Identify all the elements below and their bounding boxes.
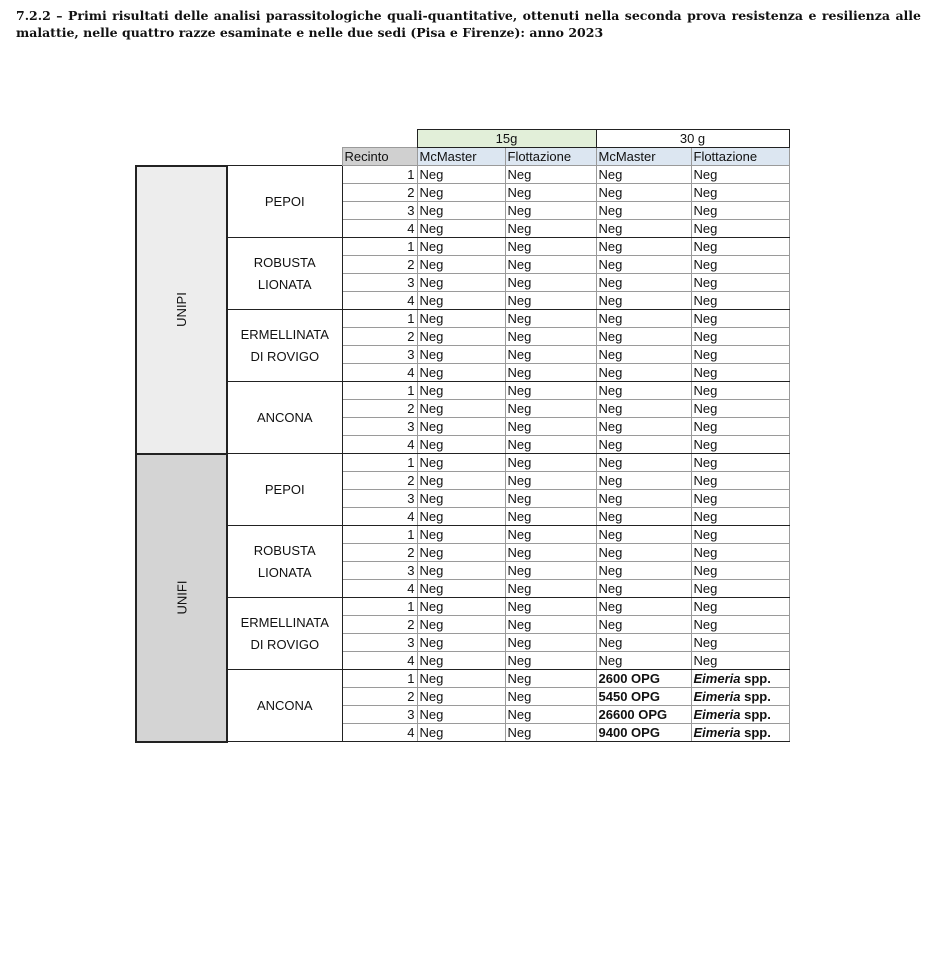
recinto-cell: 3 [342, 346, 417, 364]
recinto-cell: 3 [342, 202, 417, 220]
mcmaster-30g-cell: Neg [596, 562, 691, 580]
genus-name: Eimeria [693, 707, 741, 722]
flottazione-15g-cell: Neg [505, 364, 596, 382]
recinto-cell: 1 [342, 238, 417, 256]
recinto-cell: 4 [342, 436, 417, 454]
mcmaster-30g-cell: Neg [596, 508, 691, 526]
mcmaster-15g-cell: Neg [417, 490, 505, 508]
breed-label-line: ROBUSTA [253, 254, 316, 270]
flottazione-30g-cell: Neg [691, 436, 789, 454]
breed-label-line: ROBUSTA [253, 542, 316, 558]
flottazione-15g-cell: Neg [505, 562, 596, 580]
recinto-cell: 2 [342, 256, 417, 274]
flottazione-30g-cell [691, 688, 789, 706]
header-flottazione-30g: Flottazione [691, 148, 789, 166]
recinto-cell: 3 [342, 562, 417, 580]
mcmaster-30g-cell: Neg [596, 616, 691, 634]
mcmaster-30g-cell: Neg [596, 580, 691, 598]
flottazione-15g-cell: Neg [505, 472, 596, 490]
flottazione-30g-cell: Neg [691, 382, 789, 400]
mcmaster-15g-cell: Neg [417, 382, 505, 400]
flottazione-30g-cell [691, 670, 789, 688]
breed-label-line: PEPOI [264, 193, 305, 209]
flottazione-30g-cell: Neg [691, 220, 789, 238]
breed-label-cell [227, 670, 342, 742]
recinto-cell: 1 [342, 166, 417, 184]
mcmaster-30g-cell: 26600 OPG [596, 706, 691, 724]
mcmaster-30g-cell: Neg [596, 652, 691, 670]
table-row [136, 454, 789, 472]
recinto-cell: 4 [342, 220, 417, 238]
mcmaster-15g-cell: Neg [417, 526, 505, 544]
flottazione-15g-cell: Neg [505, 382, 596, 400]
mcmaster-30g-cell: Neg [596, 544, 691, 562]
breed-label-line: ANCONA [256, 697, 313, 713]
flottazione-30g-cell: Neg [691, 490, 789, 508]
flottazione-30g-cell: Neg [691, 274, 789, 292]
breed-label-line: PEPOI [264, 481, 305, 497]
breed-label-line: ERMELLINATA [240, 326, 329, 342]
mcmaster-30g-cell: Neg [596, 490, 691, 508]
genus-name: Eimeria [693, 725, 741, 740]
mcmaster-15g-cell: Neg [417, 616, 505, 634]
mcmaster-30g-cell: Neg [596, 436, 691, 454]
group-header-30g: 30 g [596, 130, 789, 148]
flottazione-30g-cell: Neg [691, 364, 789, 382]
site-label-cell [136, 454, 227, 742]
mcmaster-30g-cell: 2600 OPG [596, 670, 691, 688]
recinto-cell: 1 [342, 670, 417, 688]
flottazione-30g-cell: Neg [691, 454, 789, 472]
table-row [136, 310, 789, 328]
group-header-15g: 15g [417, 130, 596, 148]
mcmaster-15g-cell: Neg [417, 256, 505, 274]
recinto-cell: 2 [342, 328, 417, 346]
mcmaster-30g-cell: Neg [596, 292, 691, 310]
flottazione-15g-cell: Neg [505, 184, 596, 202]
mcmaster-15g-cell: Neg [417, 652, 505, 670]
recinto-cell: 4 [342, 292, 417, 310]
mcmaster-15g-cell: Neg [417, 706, 505, 724]
breed-label-cell [227, 454, 342, 526]
mcmaster-30g-cell: Neg [596, 472, 691, 490]
mcmaster-30g-cell: Neg [596, 400, 691, 418]
mcmaster-15g-cell: Neg [417, 328, 505, 346]
breed-label-cell [227, 598, 342, 670]
flottazione-30g-cell: Neg [691, 400, 789, 418]
breed-label-line: LIONATA [257, 276, 312, 292]
flottazione-30g-cell: Neg [691, 292, 789, 310]
mcmaster-15g-cell: Neg [417, 274, 505, 292]
mcmaster-30g-cell: 5450 OPG [596, 688, 691, 706]
header-mcmaster-30g: McMaster [596, 148, 691, 166]
flottazione-30g-cell: Neg [691, 652, 789, 670]
mcmaster-30g-cell: 9400 OPG [596, 724, 691, 742]
mcmaster-30g-cell: Neg [596, 598, 691, 616]
flottazione-30g-cell: Neg [691, 508, 789, 526]
header-flottazione-15g: Flottazione [505, 148, 596, 166]
mcmaster-15g-cell: Neg [417, 508, 505, 526]
table-row [136, 238, 789, 256]
flottazione-15g-cell: Neg [505, 490, 596, 508]
mcmaster-15g-cell: Neg [417, 634, 505, 652]
recinto-cell: 1 [342, 310, 417, 328]
flottazione-15g-cell: Neg [505, 598, 596, 616]
flottazione-15g-cell: Neg [505, 526, 596, 544]
flottazione-30g-cell: Neg [691, 598, 789, 616]
parasitology-results-table [135, 129, 790, 743]
flottazione-30g-cell: Neg [691, 544, 789, 562]
recinto-cell: 4 [342, 652, 417, 670]
flottazione-30g-cell [691, 706, 789, 724]
flottazione-30g-cell: Neg [691, 328, 789, 346]
species-suffix: spp. [740, 671, 771, 686]
header-mcmaster-15g: McMaster [417, 148, 505, 166]
breed-label-line: ANCONA [256, 409, 313, 425]
mcmaster-15g-cell: Neg [417, 238, 505, 256]
mcmaster-30g-cell: Neg [596, 526, 691, 544]
flottazione-15g-cell: Neg [505, 454, 596, 472]
flottazione-15g-cell: Neg [505, 508, 596, 526]
mcmaster-30g-cell: Neg [596, 454, 691, 472]
flottazione-15g-cell: Neg [505, 292, 596, 310]
flottazione-30g-cell: Neg [691, 256, 789, 274]
mcmaster-30g-cell: Neg [596, 418, 691, 436]
mcmaster-30g-cell: Neg [596, 364, 691, 382]
breed-label-line: DI ROVIGO [250, 348, 320, 364]
flottazione-15g-cell: Neg [505, 688, 596, 706]
mcmaster-15g-cell: Neg [417, 184, 505, 202]
recinto-cell: 4 [342, 508, 417, 526]
mcmaster-15g-cell: Neg [417, 580, 505, 598]
recinto-cell: 2 [342, 688, 417, 706]
table-row [136, 598, 789, 616]
table-row [136, 526, 789, 544]
flottazione-15g-cell: Neg [505, 436, 596, 454]
recinto-cell: 3 [342, 418, 417, 436]
flottazione-30g-cell [691, 724, 789, 742]
flottazione-15g-cell: Neg [505, 634, 596, 652]
mcmaster-30g-cell: Neg [596, 346, 691, 364]
mcmaster-30g-cell: Neg [596, 166, 691, 184]
breed-label-cell [227, 166, 342, 238]
breed-label-line: LIONATA [257, 564, 312, 580]
flottazione-30g-cell: Neg [691, 562, 789, 580]
flottazione-15g-cell: Neg [505, 706, 596, 724]
flottazione-30g-cell: Neg [691, 202, 789, 220]
mcmaster-30g-cell: Neg [596, 274, 691, 292]
mcmaster-15g-cell: Neg [417, 598, 505, 616]
recinto-cell: 4 [342, 724, 417, 742]
flottazione-15g-cell: Neg [505, 328, 596, 346]
breed-label-cell [227, 238, 342, 310]
mcmaster-15g-cell: Neg [417, 400, 505, 418]
recinto-cell: 2 [342, 544, 417, 562]
recinto-cell: 1 [342, 526, 417, 544]
mcmaster-15g-cell: Neg [417, 544, 505, 562]
mcmaster-30g-cell: Neg [596, 256, 691, 274]
species-suffix: spp. [740, 689, 771, 704]
table-row [136, 670, 789, 688]
site-label: UNIPI [173, 292, 189, 327]
recinto-cell: 4 [342, 364, 417, 382]
table-row [136, 382, 789, 400]
flottazione-15g-cell: Neg [505, 238, 596, 256]
breed-label-cell [227, 310, 342, 382]
mcmaster-30g-cell: Neg [596, 634, 691, 652]
recinto-cell: 3 [342, 634, 417, 652]
mcmaster-30g-cell: Neg [596, 382, 691, 400]
flottazione-15g-cell: Neg [505, 580, 596, 598]
flottazione-15g-cell: Neg [505, 724, 596, 742]
flottazione-30g-cell: Neg [691, 616, 789, 634]
flottazione-15g-cell: Neg [505, 400, 596, 418]
mcmaster-15g-cell: Neg [417, 166, 505, 184]
header-recinto: Recinto [342, 148, 417, 166]
flottazione-30g-cell: Neg [691, 472, 789, 490]
mcmaster-15g-cell: Neg [417, 346, 505, 364]
mcmaster-15g-cell: Neg [417, 670, 505, 688]
flottazione-15g-cell: Neg [505, 202, 596, 220]
flottazione-15g-cell: Neg [505, 652, 596, 670]
breed-label-cell [227, 526, 342, 598]
breed-label-line: ERMELLINATA [240, 614, 329, 630]
flottazione-30g-cell: Neg [691, 310, 789, 328]
flottazione-30g-cell: Neg [691, 238, 789, 256]
mcmaster-30g-cell: Neg [596, 310, 691, 328]
species-suffix: spp. [740, 707, 771, 722]
mcmaster-15g-cell: Neg [417, 724, 505, 742]
recinto-cell: 2 [342, 184, 417, 202]
mcmaster-15g-cell: Neg [417, 688, 505, 706]
mcmaster-15g-cell: Neg [417, 472, 505, 490]
table-row [136, 166, 789, 184]
flottazione-30g-cell: Neg [691, 580, 789, 598]
flottazione-30g-cell: Neg [691, 526, 789, 544]
recinto-cell: 1 [342, 598, 417, 616]
mcmaster-15g-cell: Neg [417, 310, 505, 328]
flottazione-30g-cell: Neg [691, 184, 789, 202]
recinto-cell: 3 [342, 274, 417, 292]
species-suffix: spp. [740, 725, 771, 740]
group-header-row [136, 130, 789, 148]
site-label: UNIFI [173, 580, 189, 615]
flottazione-15g-cell: Neg [505, 670, 596, 688]
mcmaster-15g-cell: Neg [417, 454, 505, 472]
mcmaster-15g-cell: Neg [417, 220, 505, 238]
recinto-cell: 3 [342, 490, 417, 508]
mcmaster-30g-cell: Neg [596, 184, 691, 202]
mcmaster-15g-cell: Neg [417, 418, 505, 436]
mcmaster-30g-cell: Neg [596, 220, 691, 238]
table-caption: 7.2.2 – Primi risultati delle analisi parassitologiche quali-quantitative, ottenuti nella seconda prova resistenza e resilienza alle malattie, nelle quattro razze esaminate e nelle due sedi (Pisa e Firenze): anno 2023 [16, 8, 921, 40]
recinto-cell: 4 [342, 580, 417, 598]
mcmaster-15g-cell: Neg [417, 562, 505, 580]
breed-label-line: DI ROVIGO [250, 636, 320, 652]
genus-name: Eimeria [693, 671, 741, 686]
flottazione-15g-cell: Neg [505, 544, 596, 562]
mcmaster-15g-cell: Neg [417, 202, 505, 220]
recinto-cell: 1 [342, 454, 417, 472]
mcmaster-30g-cell: Neg [596, 328, 691, 346]
mcmaster-30g-cell: Neg [596, 202, 691, 220]
genus-name: Eimeria [693, 689, 741, 704]
flottazione-30g-cell: Neg [691, 346, 789, 364]
mcmaster-15g-cell: Neg [417, 436, 505, 454]
flottazione-30g-cell: Neg [691, 166, 789, 184]
flottazione-15g-cell: Neg [505, 256, 596, 274]
site-label-cell [136, 166, 227, 454]
flottazione-15g-cell: Neg [505, 346, 596, 364]
flottazione-15g-cell: Neg [505, 616, 596, 634]
recinto-cell: 3 [342, 706, 417, 724]
flottazione-15g-cell: Neg [505, 418, 596, 436]
mcmaster-30g-cell: Neg [596, 238, 691, 256]
flottazione-15g-cell: Neg [505, 310, 596, 328]
flottazione-30g-cell: Neg [691, 418, 789, 436]
flottazione-15g-cell: Neg [505, 166, 596, 184]
column-header-row [136, 148, 789, 166]
mcmaster-15g-cell: Neg [417, 364, 505, 382]
flottazione-15g-cell: Neg [505, 220, 596, 238]
recinto-cell: 2 [342, 400, 417, 418]
mcmaster-15g-cell: Neg [417, 292, 505, 310]
recinto-cell: 1 [342, 382, 417, 400]
recinto-cell: 2 [342, 472, 417, 490]
flottazione-15g-cell: Neg [505, 274, 596, 292]
recinto-cell: 2 [342, 616, 417, 634]
flottazione-30g-cell: Neg [691, 634, 789, 652]
breed-label-cell [227, 382, 342, 454]
